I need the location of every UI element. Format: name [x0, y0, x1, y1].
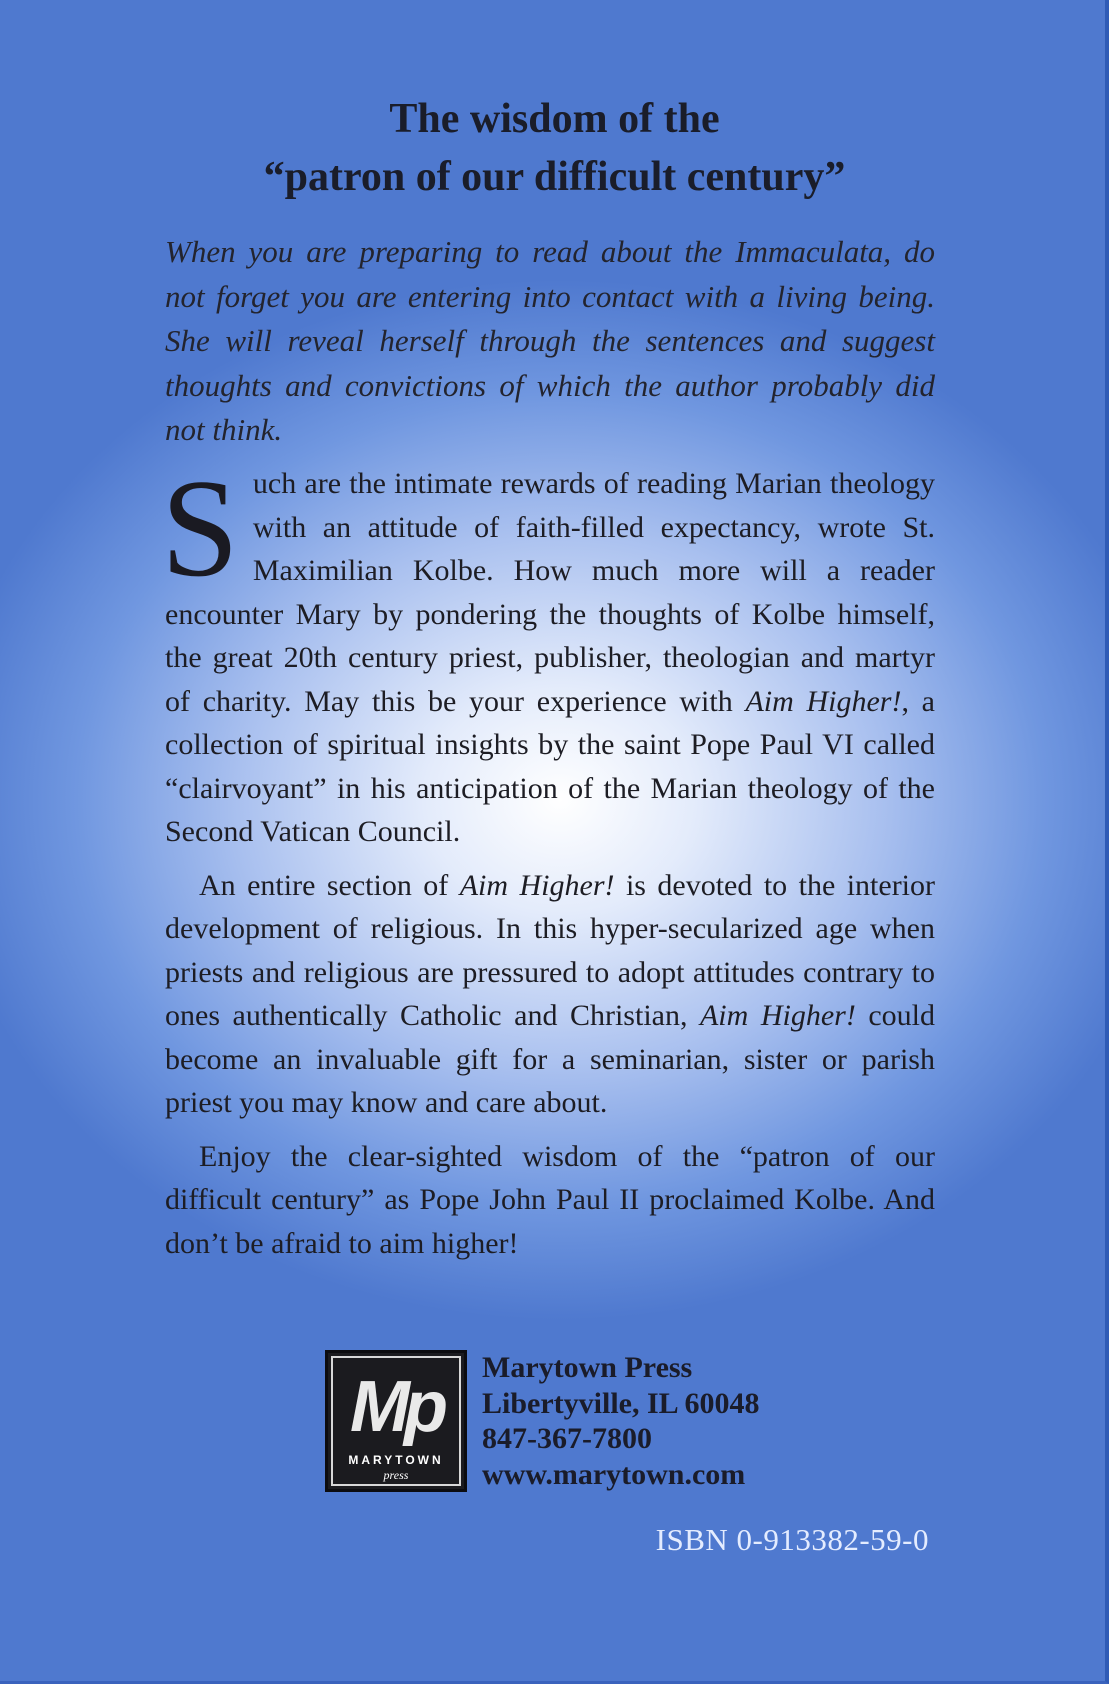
headline-line-2: “patron of our difficult century”: [263, 154, 846, 200]
book-title: Aim Higher!: [459, 868, 615, 902]
publisher-contact: [482, 1350, 760, 1492]
publisher-name: Marytown Press: [482, 1351, 693, 1384]
publisher-block: [325, 1350, 945, 1500]
book-title: Aim Higher!: [699, 999, 856, 1032]
isbn-number: ISBN 0-913382-59-0: [655, 1522, 929, 1557]
publisher-phone: 847-367-7800: [482, 1422, 652, 1455]
paragraph-2: [165, 864, 935, 1125]
paragraph-2-text-c: could become an invaluable gift for a seminarian, sister or parish priest you may know and care about.: [165, 999, 935, 1119]
book-title: Aim Higher!: [745, 684, 902, 718]
publisher-city: Libertyville, IL 60048: [482, 1386, 760, 1420]
logo-wordmark: MARYTOWN: [348, 1453, 444, 1467]
paragraph-1: [161, 451, 935, 854]
paragraph-1-text-b: , a collection of spiritual insights by the saint Pope Paul VI called “clairvoyant” in his anticipation of the Marian theology of the Second Vatican Council.: [165, 684, 935, 848]
headline: [0, 90, 1109, 206]
paragraph-1-text-a: uch are the intimate rewards of reading Marian theology with an attitude of faith-filled expectancy, wrote St. Maximilian Kolbe. How much more will a reader encounter Mary by pondering the thoughts of Kolbe himself, the great 20th century priest, publisher, theologian and martyr of charity. May this be your experience with: [165, 467, 935, 718]
body-text: [161, 451, 936, 1275]
kolbe-quote: When you are preparing to read about the Immaculata, do not forget you are entering into contact with a living being. She will reveal herself through the sentences and suggest thoughts and convictions of which the author probably did not think.: [165, 234, 935, 447]
logo-monogram: Mp: [350, 1367, 442, 1447]
headline-line-1: The wisdom of the: [389, 96, 720, 142]
publisher-website: www.marytown.com: [482, 1457, 746, 1491]
paragraph-3: Enjoy the clear-sighted wisdom of the “patron of our difficult century” as Pope John Paul II proclaimed Kolbe. And don’t be afraid to aim higher!: [165, 1139, 935, 1260]
paragraph-2-text-a: An entire section of: [199, 868, 460, 902]
paragraph-2-text-b: is devoted to the interior development of religious. In this hyper-secularized age when priests and religious are pressured to adopt attitudes contrary to ones authentically Catholic and Christian,: [165, 868, 936, 1032]
drop-cap: S: [161, 451, 239, 606]
marytown-press-logo: [325, 1350, 467, 1492]
logo-subtitle: press: [383, 1468, 409, 1482]
